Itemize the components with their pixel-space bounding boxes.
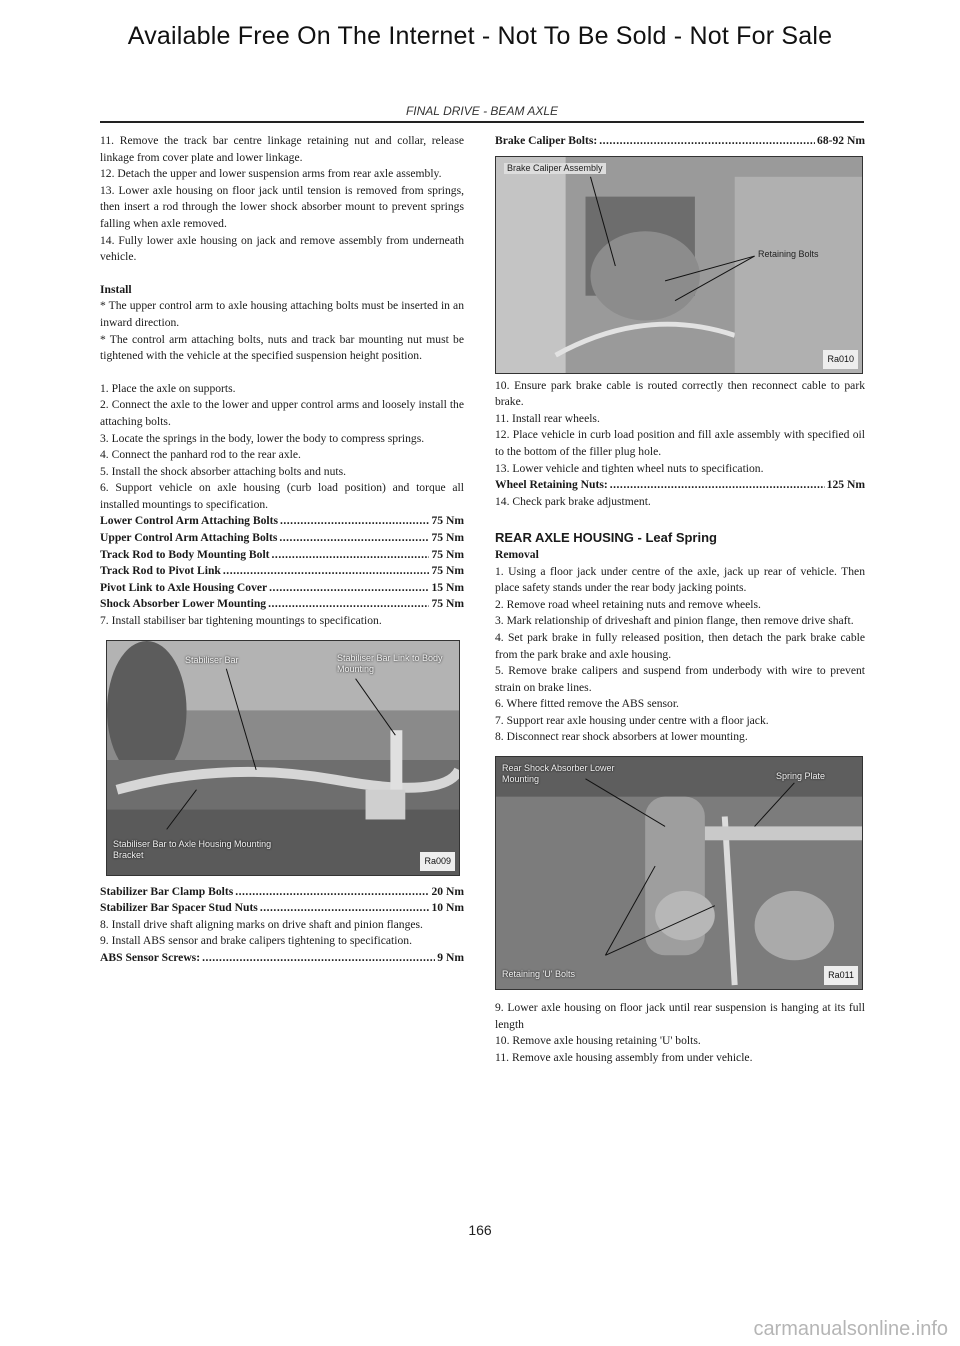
torque-spec: Wheel Retaining Nuts: ..... 125 Nm <box>495 477 865 494</box>
install-heading: Install <box>100 282 132 296</box>
site-watermark: carmanualsonline.info <box>753 1318 948 1340</box>
caption-retaining-bolts: Retaining Bolts <box>758 248 819 259</box>
figure-tag: Ra009 <box>420 852 455 871</box>
removal-step-11: 11. Remove axle housing assembly from under vehicle. <box>495 1050 753 1064</box>
removal-step-1: 1. Using a floor jack under centre of the axle, jack up rear of vehicle. Then place safety stands under the rear body jacking points. <box>495 564 865 595</box>
step-10: 10. Ensure park brake cable is routed correctly then reconnect cable to park brake. <box>495 378 865 409</box>
install-step-3: 3. Locate the springs in the body, lower the body to compress springs. <box>100 431 425 445</box>
install-step-2: 2. Connect the axle to the lower and upper control arms and loosely install the attaching bolts. <box>100 398 464 428</box>
figure-tag: Ra011 <box>824 966 858 985</box>
step-12: 12. Detach the upper and lower suspension arms from rear axle assembly. <box>100 167 442 181</box>
caption-shock-lower-mounting: Rear Shock Absorber Lower Mounting <box>502 763 615 785</box>
removal-step-2: 2. Remove road wheel retaining nuts and remove wheels. <box>495 597 761 611</box>
running-head: FINAL DRIVE - BEAM AXLE <box>405 104 559 118</box>
removal-step-6: 6. Where fitted remove the ABS sensor. <box>495 697 679 711</box>
torque-spec: Stabilizer Bar Spacer Stud Nuts ..... 10 Nm <box>100 900 464 917</box>
install-note-1: * The upper control arm to axle housing attaching bolts must be inserted in an inward direction. <box>100 299 464 329</box>
torque-spec: ABS Sensor Screws: ..... 9 Nm <box>100 950 464 967</box>
install-step-6: 6. Support vehicle on axle housing (curb load position) and torque all installed mountings to specification. <box>100 481 464 511</box>
removal-step-8: 8. Disconnect rear shock absorbers at lower mounting. <box>495 730 748 744</box>
torque-spec: Brake Caliper Bolts: ..... 68-92 Nm <box>495 133 865 150</box>
step-11: 11. Install rear wheels. <box>495 411 600 425</box>
removal-step-10: 10. Remove axle housing retaining 'U' bolts. <box>495 1034 701 1048</box>
step-14: 14. Fully lower axle housing on jack and remove assembly from underneath vehicle. <box>100 233 464 264</box>
torque-spec: Upper Control Arm Attaching Bolts ..... 75 Nm <box>100 530 464 547</box>
step-14: 14. Check park brake adjustment. <box>495 494 651 508</box>
install-step-4: 4. Connect the panhard rod to the rear axle. <box>100 448 301 462</box>
removal-step-5: 5. Remove brake calipers and suspend from underbody with wire to prevent strain on brake lines. <box>495 664 865 694</box>
removal-heading: Removal <box>495 547 539 561</box>
brake-caliper-photo <box>495 156 863 374</box>
step-11: 11. Remove the track bar centre linkage retaining nut and collar, release linkage from cover plate and lower linkage. <box>100 134 464 164</box>
torque-spec: Track Rod to Body Mounting Bolt ..... 75 Nm <box>100 547 464 564</box>
caption-caliper-assembly: Brake Caliper Assembly <box>504 163 606 174</box>
banner-notice: Available Free On The Internet - Not To Be Sold - Not For Sale <box>127 22 833 50</box>
left-column <box>100 133 464 967</box>
section-title: REAR AXLE HOUSING - Leaf Spring <box>495 530 717 546</box>
right-column <box>495 133 865 1066</box>
step-12: 12. Place vehicle in curb load position and fill axle assembly with specified oil to the bottom of the filler plug hole. <box>495 428 865 458</box>
step-13: 13. Lower vehicle and tighten wheel nuts to specification. <box>495 461 764 475</box>
torque-spec: Lower Control Arm Attaching Bolts ..... 75 Nm <box>100 513 464 530</box>
caption-axle-bracket: Stabiliser Bar to Axle Housing Mounting Bracket <box>113 838 272 860</box>
install-step-7: 7. Install stabiliser bar tightening mountings to specification. <box>100 614 382 628</box>
install-step-5: 5. Install the shock absorber attaching bolts and nuts. <box>100 464 346 478</box>
install-step-1: 1. Place the axle on supports. <box>100 381 236 395</box>
install-step-9: 9. Install ABS sensor and brake calipers tightening to specification. <box>100 934 412 948</box>
torque-spec: Stabilizer Bar Clamp Bolts ..... 20 Nm <box>100 884 464 901</box>
figure-tag: Ra010 <box>823 350 858 369</box>
caption-stabiliser-bar: Stabiliser Bar <box>185 654 239 665</box>
removal-step-3: 3. Mark relationship of driveshaft and pinion flange, then remove drive shaft. <box>495 614 854 628</box>
caption-u-bolts: Retaining 'U' Bolts <box>502 969 575 980</box>
caption-spring-plate: Spring Plate <box>776 771 826 782</box>
stabiliser-bar-photo <box>106 640 460 876</box>
install-step-8: 8. Install drive shaft aligning marks on drive shaft and pinion flanges. <box>100 917 423 931</box>
torque-spec: Pivot Link to Axle Housing Cover ..... 15 Nm <box>100 580 464 597</box>
removal-step-7: 7. Support rear axle housing under centre with a floor jack. <box>495 713 769 727</box>
page-number: 166 <box>468 1222 492 1238</box>
removal-step-9: 9. Lower axle housing on floor jack until rear suspension is hanging at its full length <box>495 1001 865 1031</box>
install-note-2: * The control arm attaching bolts, nuts and track bar mounting nut must be tightened with the vehicle at the specified suspension height position. <box>100 332 464 363</box>
removal-step-4: 4. Set park brake in fully released position, then detach the park brake cable from the park brake and axle housing. <box>495 630 865 661</box>
leaf-spring-photo <box>495 756 863 990</box>
header-rule <box>100 121 864 123</box>
step-13: 13. Lower axle housing on floor jack until tension is removed from springs, then insert a rod through the lower shock absorber mount to prevent springs falling when axle removed. <box>100 183 464 230</box>
torque-spec: Shock Absorber Lower Mounting ..... 75 Nm <box>100 596 464 613</box>
caption-link-mounting: Stabiliser Bar Link to Body Mounting <box>337 652 443 674</box>
torque-spec: Track Rod to Pivot Link ..... 75 Nm <box>100 563 464 580</box>
